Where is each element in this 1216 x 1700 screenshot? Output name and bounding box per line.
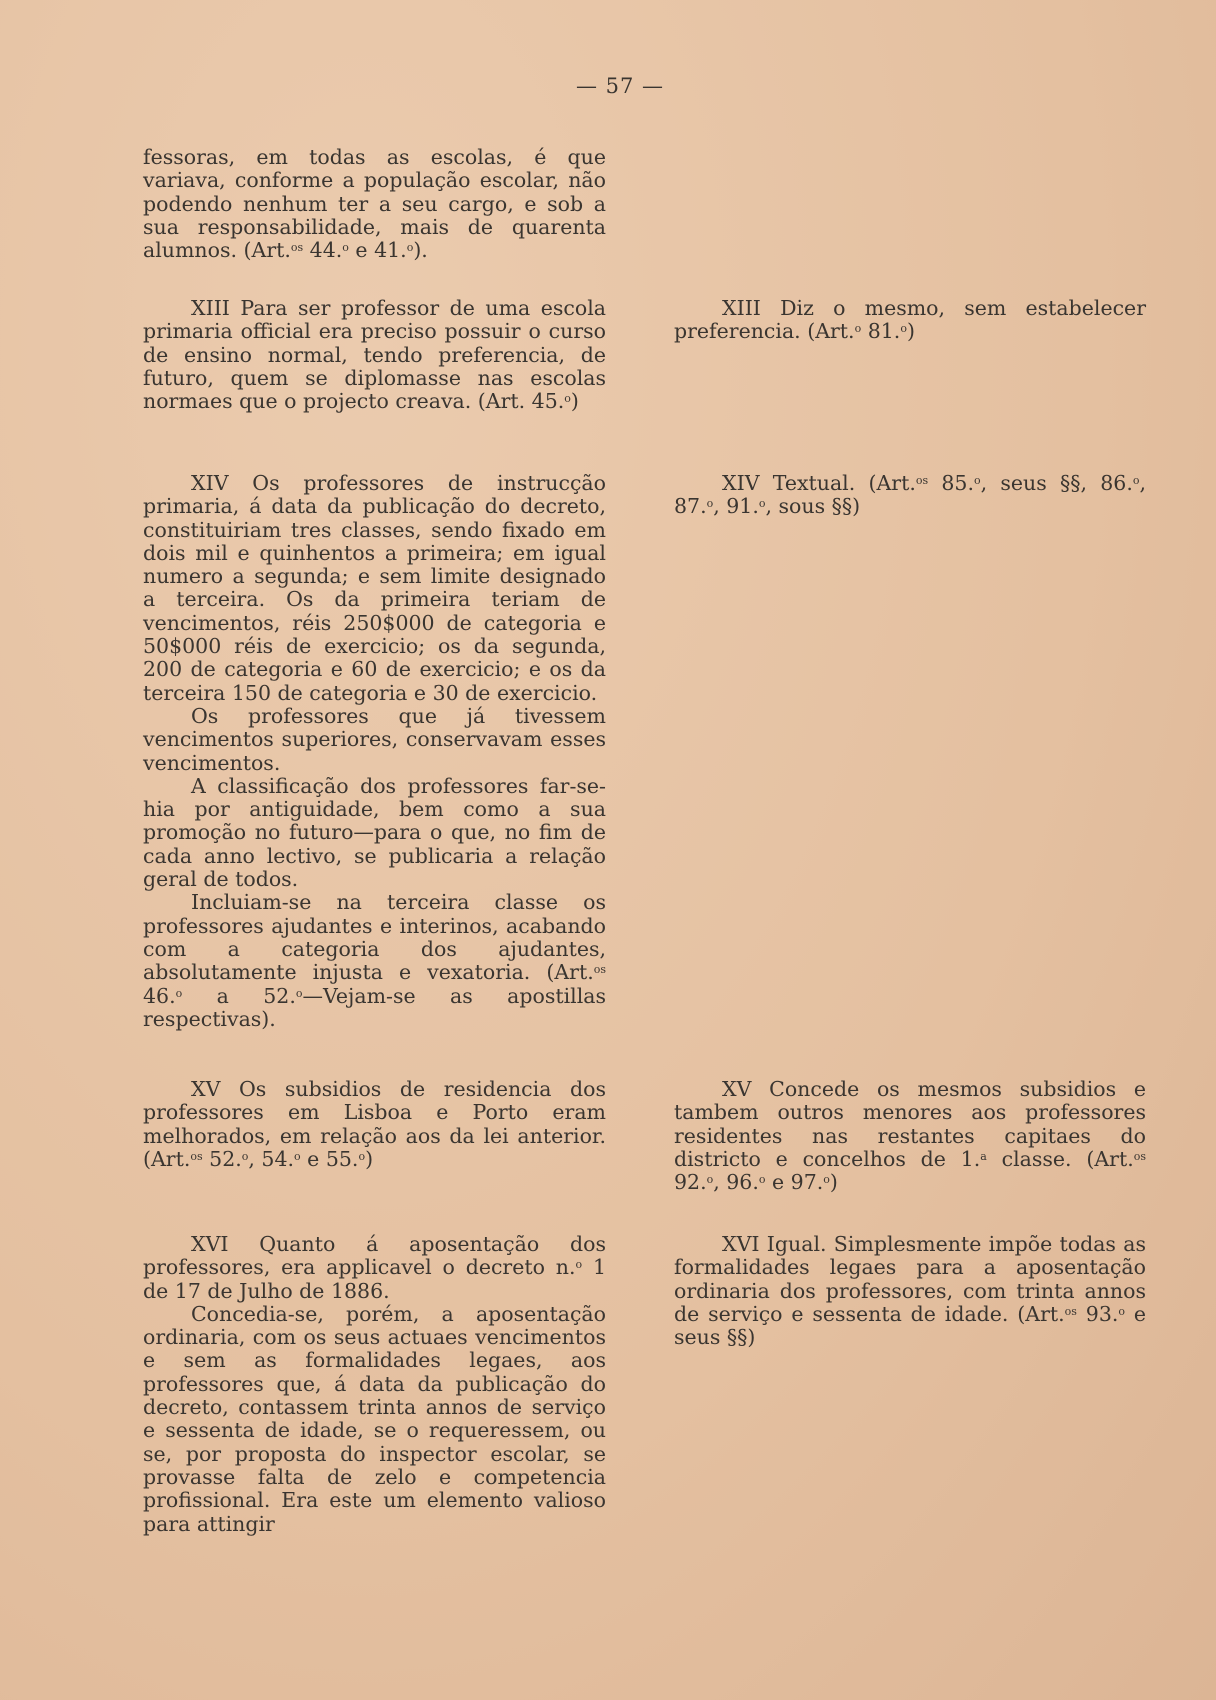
section-xiv [143,472,606,1031]
paragraph-xiv-3: A classificação dos professores far-se-hia por antiguidade, bem como a sua promoção no futuro—para o que, no fim de cada anno lectivo, se publicaria a relação geral de todos. [143,773,606,892]
paragraph-right-xiv: XIV Textual. (Art.$^{os}$ 85.$^o$, seus §§, 86.$^o$, 87.$^o$, 91.$^o$, sous §§) [674,471,1146,519]
paragraph-right-xvi: XVI Igual. Simplesmente impõe todas as formalidades legaes para a aposentação ordinaria dos professores, com trinta annos de serviço e sessenta de idade. (Art.$^{os}$ 93.$^o$ e seus §§) [674,1232,1146,1350]
paragraph-right-xiii: XIII Diz o mesmo, sem estabelecer preferencia. (Art.$^o$ 81.$^o$) [674,296,1146,344]
paragraph-xv: XV Os subsidios de residencia dos professores em Lisboa e Porto eram melhorados, em relação aos da lei anterior. (Art.$^{os}$ 52.$^o$, 54.$^o$ e 55.$^o$) [143,1077,606,1171]
paragraph-xvi-2: Concedia-se, porém, a aposentação ordinaria, com os seus actuaes vencimentos e sem as formalidades legaes, aos professores que, á data da publicação do decreto, contassem trinta annos de serviço e sessenta de idade, se o requeressem, ou se, por proposta do inspector escolar, se provasse falta de zelo e competencia profissional. Era este um elemento valioso para attingir [143,1301,606,1536]
paragraph-xvi-1: XVI Quanto á aposentação dos professores, era applicavel o decreto n.$^o$ 1 de 17 de Julho de 1886. [143,1232,606,1303]
paragraph-intro: fessoras, em todas as escolas, é que variava, conforme a população escolar, não podendo nenhum ter a seu cargo, e sob a sua responsabilidade, mais de quarenta alumnos. (Art.$^{os}$ 44.$^o$ e 41.$^o$). [143,145,606,263]
section-xvi [143,1233,606,1536]
paragraph-xiii: XIII Para ser professor de uma escola primaria official era preciso possuir o curso de ensino normal, tendo preferencia, de futuro, quem se diplomasse nas escolas normaes que o projecto creava. (Art. 45.$^o$) [143,296,606,414]
paragraph-xiv-2: Os professores que já tivessem vencimentos superiores, conservavam esses vencimentos. [143,703,606,775]
page-number: — 57 — [575,74,665,98]
paragraph-xiv-4: Incluiam-se na terceira classe os professores ajudantes e interinos, acabando com a categoria dos ajudantes, absolutamente injusta e vexatoria. (Art.$^{os}$ 46.$^o$ a 52.$^o$—Vejam-se as apostillas respectivas). [143,890,606,1031]
paragraph-right-xv: XV Concede os mesmos subsidios e tambem outros menores aos professores residentes nas restantes capitaes do districto e concelhos de 1.$^a$ classe. (Art.$^{os}$ 92.$^o$, 96.$^o$ e 97.$^o$) [674,1077,1146,1195]
paragraph-xiv-1: XIV Os professores de instrucção primaria, á data da publicação do decreto, constituiriam tres classes, sendo fixado em dois mil e quinhentos a primeira; em igual numero a segunda; e sem limite designado a terceira. Os da primeira teriam de vencimentos, réis 250$000 de categoria e 50$000 réis de exercicio; os da segunda, 200 de categoria e 60 de exercicio; e os da terceira 150 de categoria e 30 de exercicio. [143,471,606,705]
